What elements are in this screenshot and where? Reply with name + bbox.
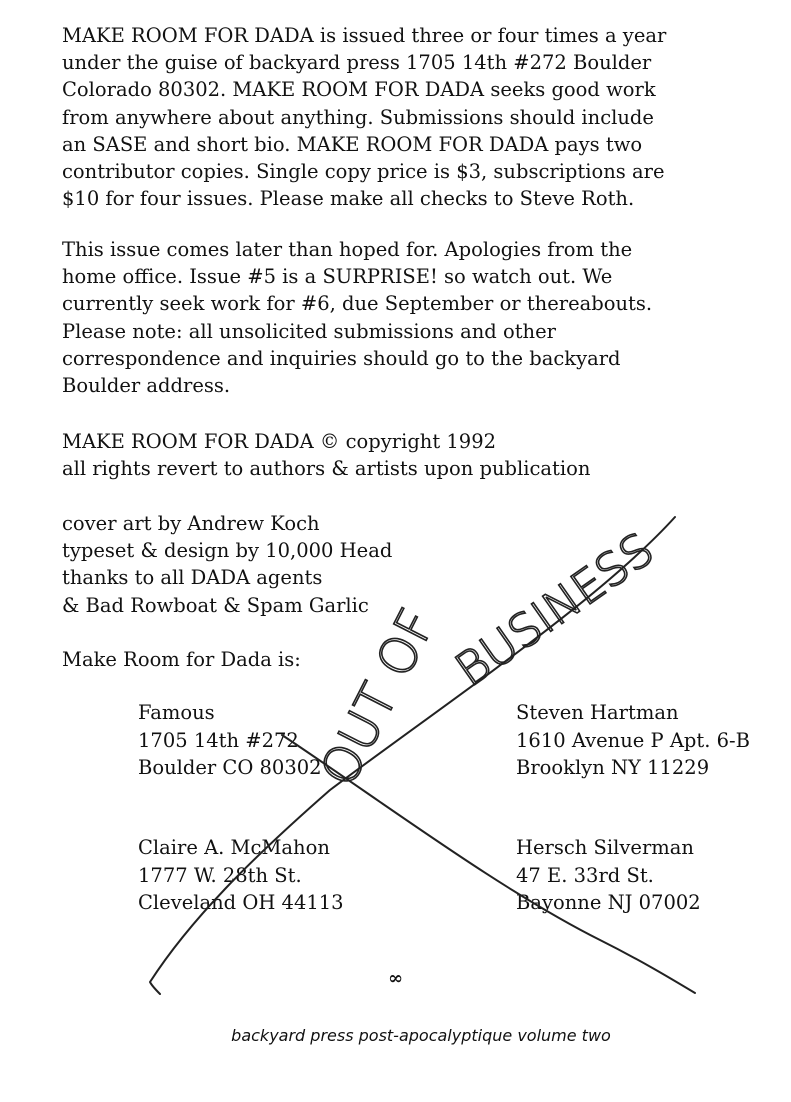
address-city: Brooklyn NY 11229 [516,756,710,779]
address-block-mcmahon [138,834,418,917]
address-block-silverman [516,834,791,917]
infinity-separator: ∞ [388,968,403,989]
address-name: Famous [138,701,215,724]
address-street: 1777 W. 28th St. [138,863,302,887]
address-city: Bayonne NJ 07002 [516,891,701,914]
copyright-notice: MAKE ROOM FOR DADA © copyright 1992 all rights revert to authors & artists upon publication [62,430,591,481]
roster-heading: Make Room for Dada is: [62,648,301,671]
address-name: Claire A. McMahon [138,836,330,859]
address-name: Hersch Silverman [516,836,694,859]
address-street: 47 E. 33rd St. [516,863,654,887]
address-name: Steven Hartman [516,701,679,724]
issue-notice-paragraph: This issue comes later than hoped for. Apologies from the home office. Issue #5 is a SURPRISE! so watch out. We currently seek work for #6, due September or thereabouts. Please note: all unsolicited submissions and other correspondence and inquiries should go to the backyard Boulder address. [62,238,653,398]
address-street: 1610 Avenue P Apt. 6-B [516,728,750,752]
address-block-hartman [516,699,791,782]
address-block-famous [138,699,418,782]
credits: cover art by Andrew Koch typeset & design by 10,000 Head thanks to all DADA agents & Bad Rowboat & Spam Garlic [62,512,393,617]
annotation-line-out-of: OUT OF [309,599,448,796]
annotation-line-business: BUSINESS [445,521,664,698]
footer-caption: backyard press post-apocalyptique volume two [231,1026,611,1045]
intro-paragraph: MAKE ROOM FOR DADA is issued three or four times a year under the guise of backyard press 1705 14th #272 Boulder Colorado 80302. MAKE ROOM FOR DADA seeks good work from anywhere about anything. Submissions should include an SASE and short bio. MAKE ROOM FOR DADA pays two contributor copies. Single copy price is $3, subscriptions are $10 for four issues. Please make all checks to Steve Roth. [62,24,667,211]
address-city: Boulder CO 80302 [138,756,322,779]
address-city: Cleveland OH 44113 [138,891,344,914]
address-street: 1705 14th #272 [138,728,299,752]
